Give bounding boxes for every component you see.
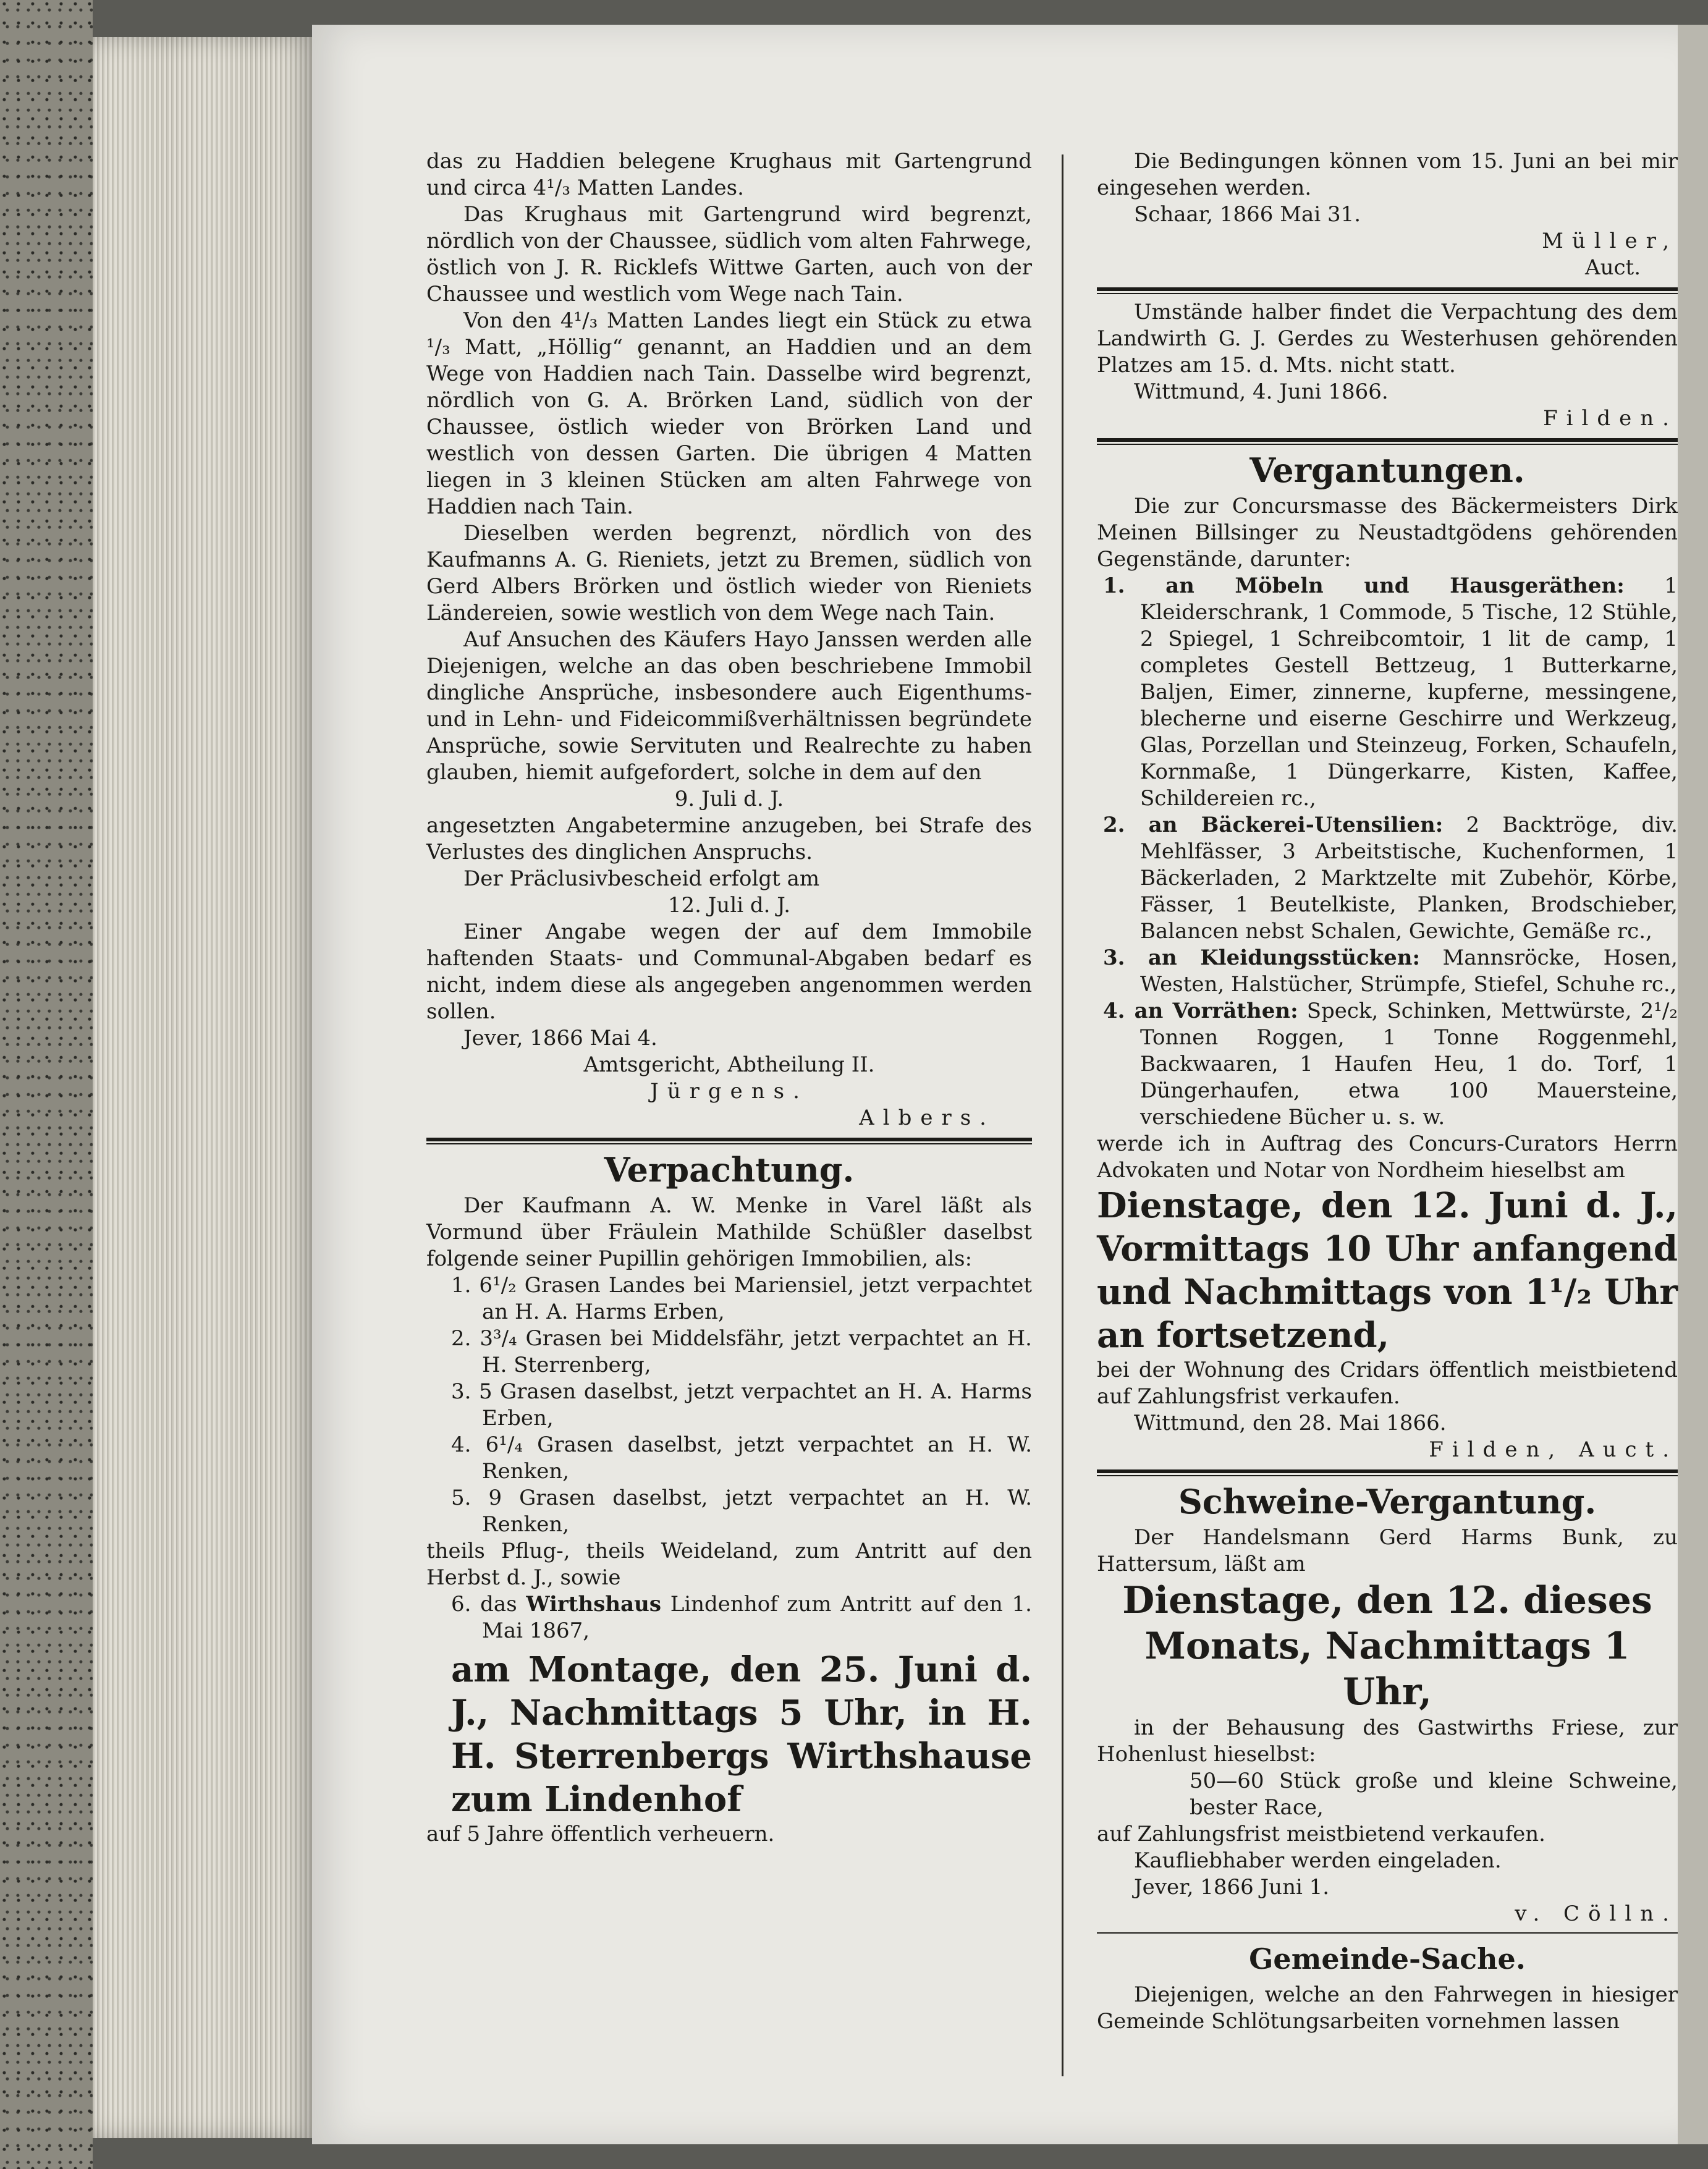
section-title: Vergantungen. — [1249, 450, 1525, 490]
notice-signature-title: Auct. — [1585, 255, 1641, 280]
left-column — [426, 148, 1032, 1848]
notice-text: auf 5 Jahre öffentlich verheuern. — [426, 1822, 775, 1846]
notice-signature: Filden. — [1543, 406, 1678, 431]
section-rule — [1097, 1469, 1678, 1476]
list-item-heading: 2. an Bäckerei-Utensilien: — [1103, 813, 1444, 837]
section-title: Schweine-Vergantung. — [1178, 1482, 1597, 1521]
list-item — [1097, 812, 1678, 945]
section-rule — [1097, 1932, 1678, 1934]
notice-text: in der Behausung des Gastwirths Friese, zur Hohenlust hieselbst: — [1097, 1715, 1678, 1767]
notice-text: Der Präclusivbescheid erfolgt am — [463, 866, 820, 891]
list-item-text: Lindenhof zum Antritt auf den 1. Mai 1867, — [482, 1592, 1032, 1643]
notice-date-large: Dienstage, den 12. Juni d. J., Vormittags 10 Uhr anfangend und Nachmittags von 1¹/₂ Uhr an fortsetzend, — [1097, 1185, 1678, 1356]
notice-authority: Amtsgericht, Abtheilung II. — [583, 1052, 875, 1077]
page-stack — [93, 37, 315, 2138]
list-item: 4. 6¹/₄ Grasen daselbst, jetzt verpachtet an H. W. Renken, — [451, 1432, 1032, 1484]
column-divider — [1062, 154, 1063, 2076]
list-item-text: 2 Backtröge, div. Mehlfässer, 3 Arbeitstische, Kuchenformen, 1 Bäckerladen, 2 Marktzelte mit Zubehör, Körbe, Fässer, 1 Beutelkiste, Planken, Brodschieber, Balancen nebst Schalen, Gewichte, Gemäße rc., — [1140, 813, 1678, 944]
notice-text: Dieselben werden begrenzt, nördlich von des Kaufmanns A. G. Rieniets, jetzt zu Bremen, südlich von Gerd Albers Brörken und östlich wieder von Rieniets Ländereien, sowie westlich von dem Wege nach Tain. — [426, 521, 1032, 625]
notice-place-date: Wittmund, den 28. Mai 1866. — [1134, 1411, 1447, 1435]
notice-date-large: Dienstage, den 12. dieses Monats, Nachmittags 1 Uhr, — [1122, 1579, 1652, 1714]
list-item-heading: 1. an Möbeln und Hausgeräthen: — [1103, 573, 1625, 598]
notice-text: Der Handelsmann Gerd Harms Bunk, zu Hattersum, läßt am — [1097, 1525, 1678, 1576]
notice-text: Die Bedingungen können vom 15. Juni an bei mir eingesehen werden. — [1097, 149, 1678, 200]
notice-place-date: Schaar, 1866 Mai 31. — [1134, 202, 1361, 227]
notice-place-date: Jever, 1866 Mai 4. — [463, 1026, 657, 1051]
section-title: Gemeinde-Sache. — [1249, 1942, 1526, 1976]
notice-signature: v. Cölln. — [1515, 1901, 1678, 1926]
list-item — [1097, 945, 1678, 998]
notice-text: 50—60 Stück große und kleine Schweine, bester Race, — [1190, 1769, 1678, 1820]
notice-text: Umstände halber findet die Verpachtung des dem Landwirth G. J. Gerdes zu Westerhusen gehörenden Platzes am 15. d. Mts. nicht statt. — [1097, 300, 1678, 378]
notice-text: Von den 4¹/₃ Matten Landes liegt ein Stück zu etwa ¹/₃ Matt, „Höllig“ genannt, an Haddien und an dem Wege von Haddien nach Tain. Dasselbe wird begrenzt, nördlich von G. A. Brörken Land, südlich von der Chaussee, östlich wieder von Brörken Land und westlich von dessen Garten. Die übrigen 4 Matten liegen in 3 kleinen Stücken am alten Fahrwege von Haddien nach Tain. — [426, 308, 1032, 519]
list-item-heading: 4. an Vorräthen: — [1103, 999, 1298, 1023]
notice-text: bei der Wohnung des Cridars öffentlich meistbietend auf Zahlungsfrist verkaufen. — [1097, 1358, 1678, 1409]
list-item-text: Speck, Schinken, Mettwürste, 2¹/₂ Tonnen Roggen, 1 Tonne Roggenmehl, Backwaaren, 1 Haufen Heu, 1 do. Torf, 1 Düngerhaufen, etwa 100 Mauersteine, verschiedene Bücher u. s. w. — [1140, 999, 1678, 1130]
list-item: 5. 9 Grasen daselbst, jetzt verpachtet an H. W. Renken, — [451, 1486, 1032, 1537]
list-item: 2. 3³/₄ Grasen bei Middelsfähr, jetzt verpachtet an H. H. Sterrenberg, — [451, 1326, 1032, 1377]
list-item-heading: 3. an Kleidungsstücken: — [1103, 945, 1421, 970]
list-item: 1. 6¹/₂ Grasen Landes bei Mariensiel, jetzt verpachtet an H. A. Harms Erben, — [451, 1273, 1032, 1324]
notice-text: Kaufliebhaber werden eingeladen. — [1134, 1848, 1502, 1873]
notice-text: Auf Ansuchen des Käufers Hayo Janssen werden alle Diejenigen, welche an das oben beschriebene Immobil dingliche Ansprüche, insbesondere auch Eigenthums- und in Lehn- und Fideicommißverhältnissen begründete Ansprüche, sowie Servituten und Realrechte zu haben glauben, hiemit aufgefordert, solche in dem auf den — [426, 627, 1032, 785]
right-page-edge — [1678, 25, 1708, 2144]
notice-signature: Albers. — [859, 1106, 995, 1130]
notice-date: 9. Juli d. J. — [674, 787, 784, 811]
notice-place-date: Jever, 1866 Juni 1. — [1134, 1875, 1330, 1900]
list-item — [1097, 998, 1678, 1131]
notice-text: werde ich in Auftrag des Concurs-Curators Herrn Advokaten und Notar von Nordheim hieselbst am — [1097, 1131, 1678, 1183]
notice-signature: Jürgens. — [650, 1079, 808, 1104]
section-rule — [1097, 287, 1678, 294]
list-item-text: Mannsröcke, Hosen, Westen, Halstücher, Strümpfe, Stiefel, Schuhe rc., — [1140, 945, 1678, 997]
section-rule — [426, 1138, 1032, 1144]
notice-date-large: am Montage, den 25. Juni d. J., Nachmittags 5 Uhr, in H. H. Sterrenbergs Wirthshause zum Lindenhof — [451, 1649, 1032, 1820]
notice-signature: Filden, Auct. — [1429, 1437, 1678, 1462]
notice-text: Diejenigen, welche an den Fahrwegen in hiesiger Gemeinde Schlötungsarbeiten vornehmen lassen — [1097, 1982, 1678, 2034]
notice-text: Einer Angabe wegen der auf dem Immobile haftenden Staats- und Communal-Abgaben bedarf es nicht, indem diese als angegeben angenommen werden sollen. — [426, 920, 1032, 1024]
notice-text: theils Pflug-, theils Weideland, zum Antritt auf den Herbst d. J., sowie — [426, 1539, 1032, 1590]
list-item: 3. 5 Grasen daselbst, jetzt verpachtet an H. A. Harms Erben, — [451, 1379, 1032, 1431]
list-item-number: 6. das — [451, 1592, 526, 1617]
list-item — [1097, 573, 1678, 812]
book-edge-speckled — [0, 0, 93, 2169]
notice-text: Die zur Concursmasse des Bäckermeisters Dirk Meinen Billsinger zu Neustadtgödens gehörenden Gegenstände, darunter: — [1097, 494, 1678, 572]
list-item-emphasis: Wirthshaus — [526, 1592, 661, 1617]
right-column — [1097, 148, 1678, 2035]
notice-place-date: Wittmund, 4. Juni 1866. — [1134, 379, 1389, 404]
section-title: Verpachtung. — [604, 1150, 855, 1190]
section-rule — [1097, 438, 1678, 445]
notice-signature: Müller, — [1542, 229, 1678, 253]
notice-text: angesetzten Angabetermine anzugeben, bei Strafe des Verlustes des dinglichen Anspruchs. — [426, 813, 1032, 865]
notice-text: auf Zahlungsfrist meistbietend verkaufen. — [1097, 1822, 1545, 1846]
notice-text: Der Kaufmann A. W. Menke in Varel läßt als Vormund über Fräulein Mathilde Schüßler daselbst folgende seiner Pupillin gehörigen Immobilien, als: — [426, 1193, 1032, 1271]
list-item-text: 1 Kleiderschrank, 1 Commode, 5 Tische, 12 Stühle, 2 Spiegel, 1 Schreibcomtoir, 1 lit de camp, 1 completes Gestell Bettzeug, 1 Butterkarne, Balјen, Eimer, zinnerne, kupferne, messingene, blecherne und eiserne Geschirre und Werkzeug, Glas, Porzellan und Steinzeug, Forken, Schaufeln, Kornmaße, 1 Düngerkarre, Kisten, Kaffee, Schildereien rc., — [1140, 573, 1678, 811]
notice-text: das zu Haddien belegene Krughaus mit Gartengrund und circa 4¹/₃ Matten Landes. — [426, 149, 1032, 200]
list-item — [426, 1591, 1032, 1644]
notice-date: 12. Juli d. J. — [667, 893, 791, 918]
notice-text: Das Krughaus mit Gartengrund wird begrenzt, nördlich von der Chaussee, südlich vom alten Fahrwege, östlich von J. R. Ricklefs Wittwe Garten, auch von der Chaussee und westlich vom Wege nach Tain. — [426, 202, 1032, 307]
